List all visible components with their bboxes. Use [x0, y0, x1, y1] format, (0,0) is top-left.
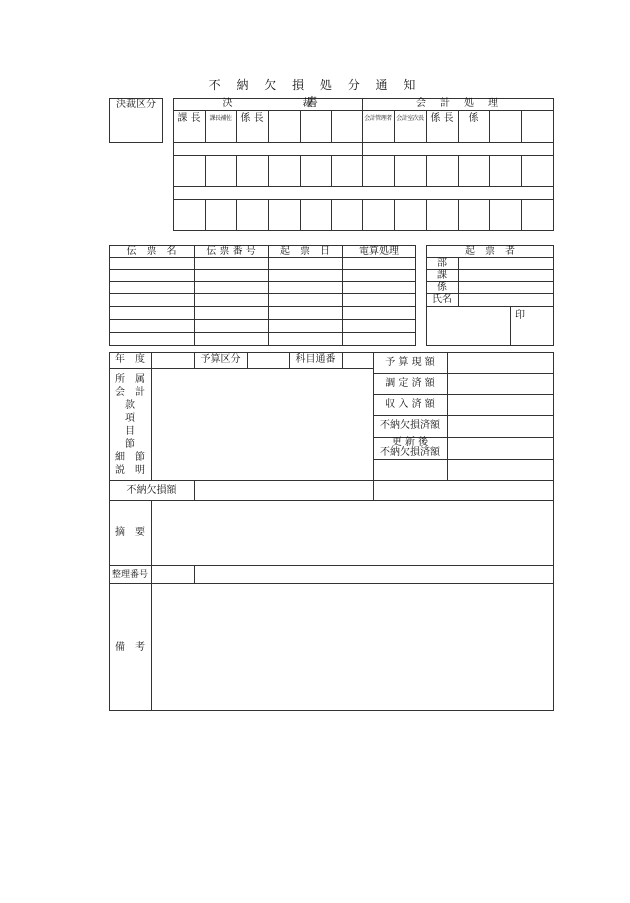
role-kacho-hosa: 課長補佐	[209, 115, 232, 122]
yosan-kubun-label: 予算区分	[200, 354, 241, 365]
label-kan: 款	[125, 400, 135, 411]
biko-box	[109, 583, 554, 711]
kessai-header: 決 裁	[222, 98, 313, 109]
label-kaikei: 会 計	[115, 387, 145, 398]
kamoku-tsuban-label: 科目通番	[295, 354, 336, 365]
role-acc-kakaricho: 係 長	[430, 113, 454, 124]
kihyosha-bu: 部	[437, 258, 447, 269]
slip-table	[109, 245, 416, 346]
label-kousin-go-2: 不納欠損済額	[380, 447, 440, 458]
role-kaikeishitsu-jicho: 会計室次長	[396, 115, 424, 122]
label-setsu: 節	[125, 439, 135, 450]
label-shozoku: 所 属	[115, 374, 145, 385]
nendo-label: 年 度	[115, 354, 145, 365]
kihyosha-ka: 課	[437, 270, 447, 281]
slip-header-number: 伝 票 番 号	[206, 246, 256, 257]
label-funou-kesson-gaku: 不納欠損額	[126, 485, 177, 496]
label-setsumei: 説 明	[115, 465, 145, 476]
slip-header-date: 起 票 日	[280, 246, 330, 257]
tekiyo-box	[109, 500, 554, 566]
kihyosha-header: 起 票 者	[465, 246, 515, 257]
role-kacho: 課 長	[177, 113, 201, 124]
biko-label: 備 考	[115, 642, 145, 653]
label-choutei-zumigaku: 調 定 済 額	[385, 378, 435, 389]
slip-header-densan: 電算処理	[359, 246, 399, 257]
label-kousin-go-1: 更 新 後	[391, 437, 429, 448]
kihyosha-kakari: 係	[437, 282, 447, 293]
role-kakari: 係	[468, 113, 479, 124]
budget-block	[109, 352, 554, 501]
label-moku: 目	[125, 426, 135, 437]
tekiyo-label: 摘 要	[115, 527, 145, 538]
label-funou-kesson-zumigaku: 不納欠損済額	[380, 420, 440, 431]
label-saisetsu: 細 節	[115, 452, 145, 463]
document-title: 不 納 欠 損 処 分 通 知 書	[208, 78, 422, 109]
kessai-kubun-label: 決裁区分	[116, 99, 156, 110]
slip-header-name: 伝 票 名	[126, 246, 177, 257]
seal-mark: 印	[515, 310, 525, 321]
kihyosha-shimei: 氏名	[432, 294, 452, 305]
label-shunyu-zumigaku: 収 入 済 額	[385, 399, 435, 410]
role-kaikei-kanrisha: 会計管理者	[364, 115, 392, 122]
role-kakaricho: 係 長	[240, 113, 264, 124]
seiri-bango-box	[109, 565, 554, 584]
accounting-header: 会 計 処 理	[416, 98, 500, 109]
label-yosan-gengaku: 予 算 現 額	[385, 357, 435, 368]
label-kou: 項	[125, 413, 135, 424]
seiri-bango-label: 整理番号	[111, 570, 148, 580]
